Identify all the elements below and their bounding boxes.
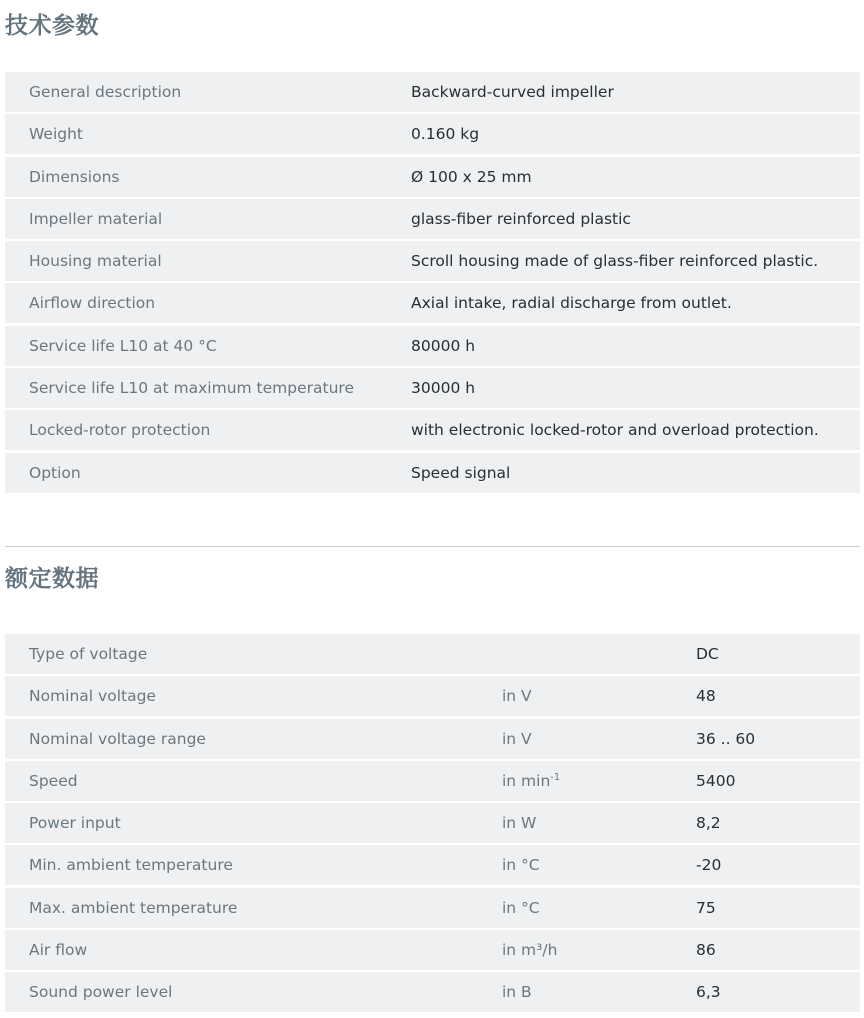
row-label: Locked-rotor protection — [29, 421, 211, 440]
rated-data-table — [5, 634, 860, 1015]
row-value: 80000 h — [411, 336, 476, 355]
table-row — [5, 283, 860, 323]
table-row — [5, 72, 860, 112]
table-row — [5, 326, 860, 366]
row-value: 48 — [696, 687, 716, 706]
row-label: Min. ambient temperature — [29, 856, 233, 875]
row-value: with electronic locked-rotor and overload protection. — [411, 421, 819, 440]
row-label: Power input — [29, 814, 121, 833]
table-row — [5, 199, 860, 239]
table-row — [5, 114, 860, 154]
row-value: glass-fiber reinforced plastic — [411, 209, 631, 228]
row-label: Dimensions — [29, 167, 120, 186]
table-row — [5, 845, 860, 885]
row-value: 75 — [696, 898, 716, 917]
row-unit-exponent: -1 — [550, 771, 561, 783]
row-value: Ø 100 x 25 mm — [411, 167, 532, 186]
table-row — [5, 453, 860, 493]
row-unit — [502, 761, 560, 801]
row-value: Axial intake, radial discharge from outlet. — [411, 294, 732, 313]
table-row — [5, 803, 860, 843]
table-row — [5, 368, 860, 408]
row-label: Nominal voltage — [29, 687, 156, 706]
row-label: Max. ambient temperature — [29, 898, 238, 917]
row-unit: in B — [502, 983, 532, 1002]
table-row — [5, 634, 860, 674]
row-label: Option — [29, 463, 81, 482]
row-label: Airflow direction — [29, 294, 156, 313]
row-unit: in m³/h — [502, 941, 558, 960]
row-unit: in V — [502, 687, 532, 706]
section-divider — [5, 546, 860, 547]
row-value: Speed signal — [411, 463, 511, 482]
table-row — [5, 972, 860, 1012]
row-value: Backward-curved impeller — [411, 83, 614, 101]
rated-data-title: 额定数据 — [5, 566, 99, 592]
row-label: Sound power level — [29, 983, 173, 1002]
row-label: Housing material — [29, 252, 162, 271]
table-row — [5, 157, 860, 197]
table-row — [5, 761, 860, 801]
row-value: 0.160 kg — [411, 125, 480, 144]
row-value: Scroll housing made of glass-fiber reinforced plastic. — [411, 252, 819, 271]
row-unit: in °C — [502, 856, 540, 875]
row-label: Speed — [29, 771, 78, 790]
row-unit: in V — [502, 729, 532, 748]
row-value: 5400 — [696, 771, 736, 790]
row-value: 6,3 — [696, 983, 721, 1002]
row-label: Service life L10 at maximum temperature — [29, 379, 354, 398]
row-value: 86 — [696, 941, 716, 960]
row-unit: in °C — [502, 898, 540, 917]
row-label: Impeller material — [29, 209, 163, 228]
table-row — [5, 676, 860, 716]
row-label: Type of voltage — [29, 645, 148, 663]
table-row — [5, 241, 860, 281]
row-value: -20 — [696, 856, 722, 875]
technical-parameters-title: 技术参数 — [5, 13, 99, 39]
row-label: General description — [29, 83, 182, 101]
row-value: 30000 h — [411, 379, 476, 398]
row-unit: in W — [502, 814, 537, 833]
table-row — [5, 888, 860, 928]
row-value: 36 .. 60 — [696, 729, 756, 748]
row-label: Nominal voltage range — [29, 729, 206, 748]
row-unit-text: in min — [502, 771, 551, 790]
table-row — [5, 410, 860, 450]
row-value: DC — [696, 645, 719, 663]
row-value: 8,2 — [696, 814, 721, 833]
row-label: Service life L10 at 40 °C — [29, 336, 217, 355]
technical-parameters-table — [5, 72, 860, 495]
row-label: Weight — [29, 125, 84, 144]
row-label: Air flow — [29, 941, 88, 960]
table-row — [5, 930, 860, 970]
table-row — [5, 719, 860, 759]
